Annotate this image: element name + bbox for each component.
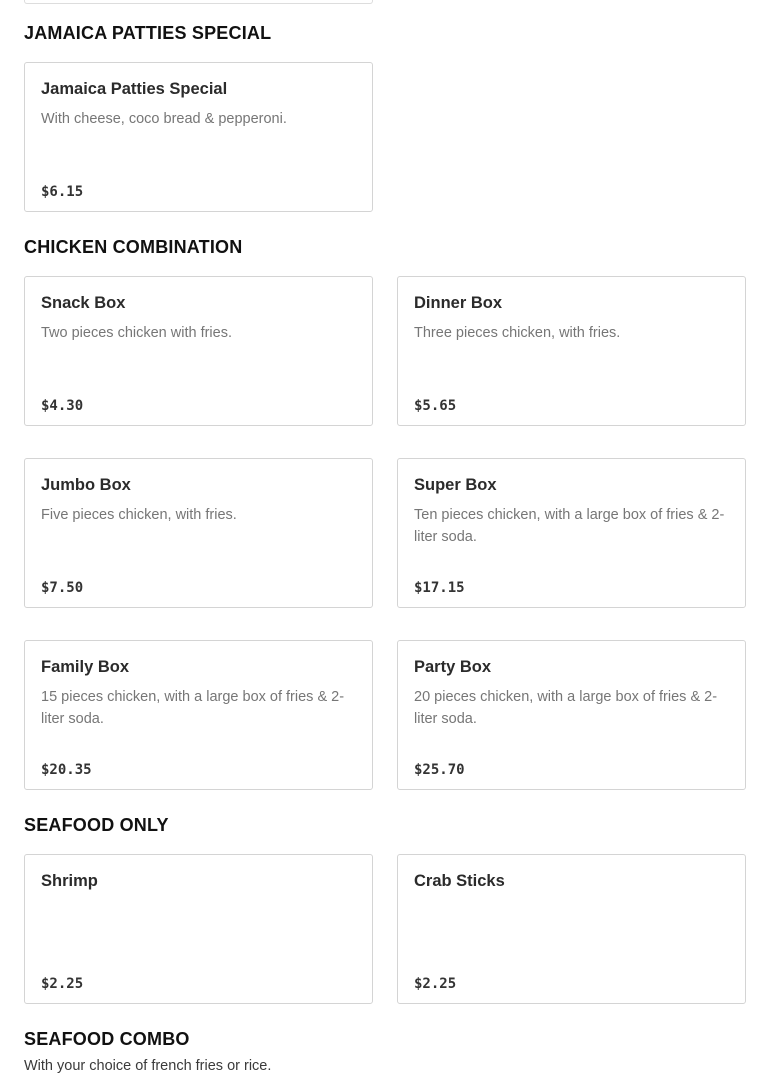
menu-item-card[interactable] [24,640,373,790]
item-price: $2.25 [414,976,457,992]
item-name: Crab Sticks [414,872,505,890]
menu-item-card[interactable] [24,854,373,1004]
item-name: Jamaica Patties Special [41,80,228,98]
item-price: $7.50 [41,580,84,596]
menu-item-card[interactable] [24,458,373,608]
menu-item-card[interactable] [397,640,746,790]
section-description: With your choice of french fries or rice. [24,1058,272,1074]
item-description: Five pieces chicken, with fries. [41,507,237,523]
item-description: Ten pieces chicken, with a large box of fries & 2-liter soda. [414,507,725,545]
item-description: 15 pieces chicken, with a large box of fries & 2-liter soda. [41,689,345,727]
menu-item-card[interactable] [397,854,746,1004]
menu-item-card[interactable] [24,276,373,426]
item-price: $5.65 [414,398,457,414]
section-title-jamaica-patties-special: JAMAICA PATTIES SPECIAL [24,23,272,43]
section-title-chicken-combination: CHICKEN COMBINATION [24,237,243,257]
item-price: $25.70 [414,762,465,778]
item-name: Shrimp [41,872,98,890]
menu-item-card[interactable] [397,458,746,608]
menu-item-card[interactable] [397,276,746,426]
section-title-seafood-combo: SEAFOOD COMBO [24,1029,190,1049]
item-name: Party Box [414,658,492,676]
item-price: $17.15 [414,580,465,596]
item-price: $2.25 [41,976,84,992]
previous-card-bottom-edge [24,0,373,4]
menu-item-card[interactable] [24,62,373,212]
item-description: With cheese, coco bread & pepperoni. [41,111,287,127]
item-description: Three pieces chicken, with fries. [414,325,621,341]
item-price: $4.30 [41,398,84,414]
item-name: Family Box [41,658,130,676]
item-price: $20.35 [41,762,92,778]
item-name: Jumbo Box [41,476,131,494]
item-description: Two pieces chicken with fries. [41,325,232,341]
item-price: $6.15 [41,184,84,200]
item-description: 20 pieces chicken, with a large box of fries & 2-liter soda. [414,689,718,727]
item-name: Dinner Box [414,294,503,312]
item-name: Snack Box [41,294,126,312]
section-title-seafood-only: SEAFOOD ONLY [24,815,169,835]
item-name: Super Box [414,476,497,494]
